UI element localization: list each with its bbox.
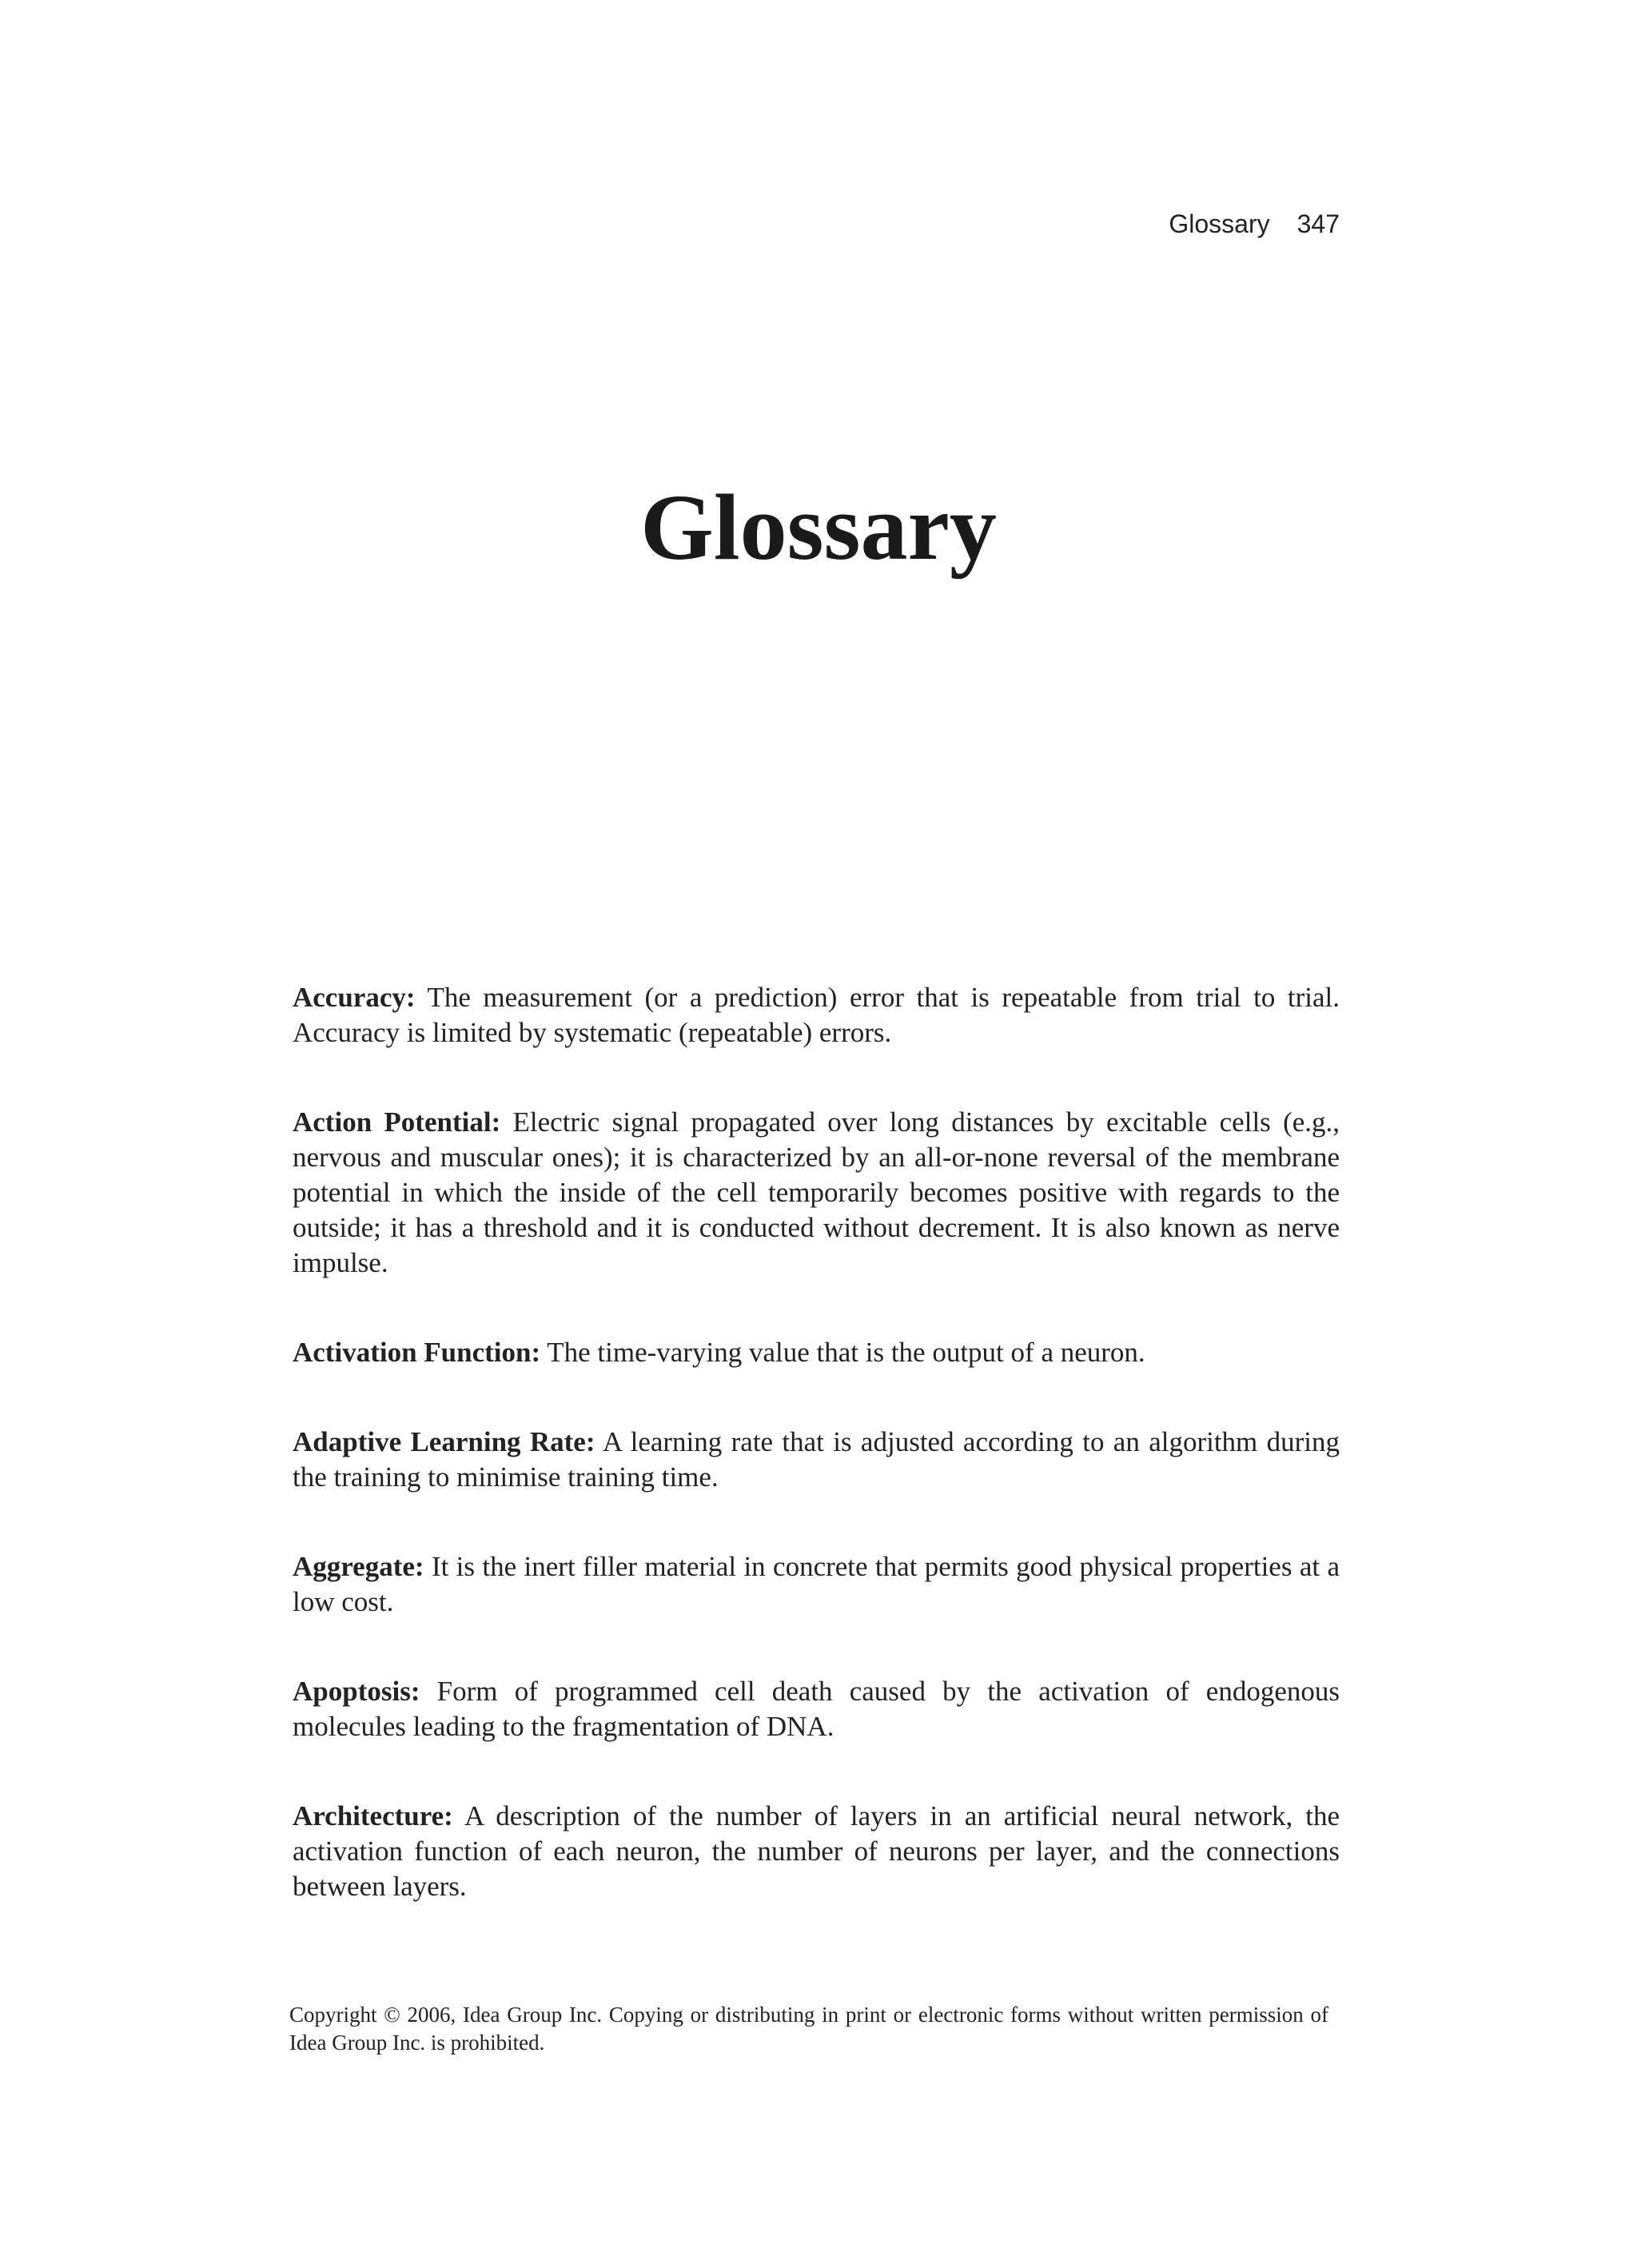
glossary-definition: A learning rate that is adjusted according to an algorithm during the training to minimise training time. [293,1426,1340,1493]
glossary-entry-accuracy [293,980,1340,1050]
glossary-term: Activation Function: [293,1337,541,1368]
glossary-term: Action Potential: [293,1106,501,1138]
glossary-entry-action-potential [293,1105,1340,1281]
glossary-entry-aggregate [293,1549,1340,1620]
glossary-term: Apoptosis: [293,1676,420,1707]
glossary-term: Aggregate: [293,1551,424,1582]
glossary-term: Architecture: [293,1800,453,1832]
glossary-term: Adaptive Learning Rate: [293,1426,595,1457]
page-title: Glossary [640,475,997,580]
glossary-definition: A description of the number of layers in an artificial neural network, the activation function of each neuron, the number of neurons per layer, and the connections between layers. [293,1800,1340,1902]
running-head-title: Glossary [1169,209,1270,238]
glossary-definition: Electric signal propagated over long distances by excitable cells (e.g., nervous and muscular ones); it is characterized by an all-or-none reversal of the membrane potential in which the inside of the cell temporarily becomes positive with regards to the outside; it has a threshold and it is conducted without decrement. It is also known as nerve impulse. [293,1106,1340,1278]
glossary-entry-adaptive-learning-rate [293,1425,1340,1495]
glossary-entry-activation-function [293,1335,1340,1370]
glossary-entry-apoptosis [293,1674,1340,1744]
glossary-definition: It is the inert filler material in concrete that permits good physical properties at a low cost. [293,1551,1340,1617]
glossary-entry-architecture [293,1799,1340,1904]
glossary-definition: Form of programmed cell death caused by the activation of endogenous molecules leading to the fragmentation of DNA. [293,1676,1340,1742]
glossary-definition: The time-varying value that is the output of a neuron. [547,1337,1145,1368]
copyright-notice: Copyright © 2006, Idea Group Inc. Copying or distributing in print or electronic forms without written permission of Idea Group Inc. is prohibited. [289,2003,1328,2055]
running-head [1169,208,1340,240]
glossary-term: Accuracy: [293,982,416,1013]
glossary-entries [293,980,1340,1959]
glossary-definition: The measurement (or a prediction) error that is repeatable from trial to trial. Accuracy is limited by systematic (repeatable) errors. [293,982,1340,1048]
page-number: 347 [1296,209,1340,238]
